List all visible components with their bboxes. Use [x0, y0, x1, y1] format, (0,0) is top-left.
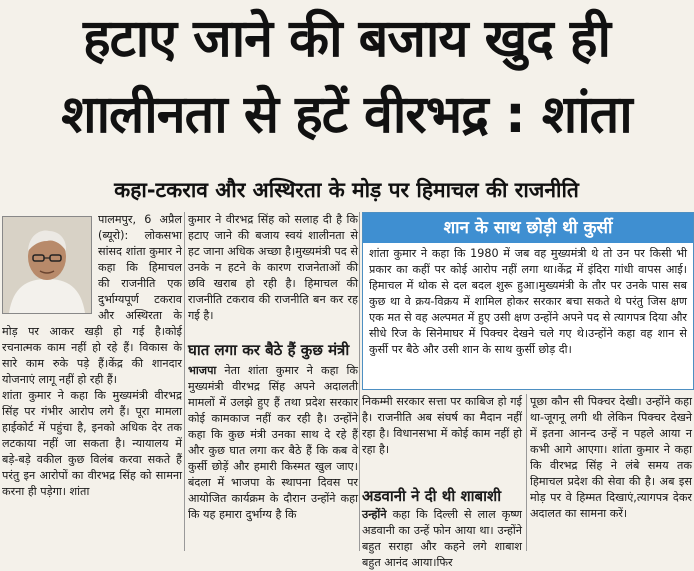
headline-line-2: शालीनता से हटें वीरभद्र : शांता: [61, 85, 632, 145]
column-3-text-a: निकम्मी सरकार सत्ता पर काबिज हो गई है। राजनीति अब संघर्ष का मैदान नहीं रहा है। विधानसभा में कोई काम नहीं हो रहा है।: [362, 395, 522, 456]
lead-word-unhone: उन्होंने: [362, 508, 387, 521]
article-column-2: [188, 212, 358, 342]
article-column-3: [362, 394, 522, 486]
column-3-text-b: कहा कि दिल्ली से लाल कृष्ण अडवानी का उन्हें फोन आया था। उन्होंने बहुत सराहा और कहने लगे शाबाश बहुत आनंद आया।फिर: [362, 508, 522, 569]
sub-headline: कहा-टकराव और अस्थिरता के मोड़ पर हिमाचल की राजनीति: [114, 178, 579, 202]
column-divider: [359, 212, 360, 551]
article-column-2-continued: [188, 363, 358, 551]
column-1-text-a: पालमपुर, 6 अप्रैल (ब्यूरो): लोकसभा सांसद शांता कुमार ने कहा कि हिमाचल की राजनीति एक दुर्भाग्यपूर्ण टकराव और अस्थिरता के मोड़ पर आकर खड़ी हो गई है।कोई रचनात्मक काम नहीं हो रहे हैं। विकास के सारे काम रुके पड़े हैं।केंद्र की शानदार योजनाएं लागू नहीं हो रही हैं।: [2, 213, 182, 386]
sidebar-box: [362, 212, 694, 390]
column-2-text-b: नेता शांता कुमार ने कहा कि मुख्यमंत्री वीरभद्र सिंह अपने अदालती मामलों में उलझे हुए हैं तथा प्रदेश सरकार कोई कामकाज नहीं कर रही है। उन्होंने कहा कि कुछ मंत्री उनका साथ दे रहे हैं और कुछ घात लगा कर बैठे हैं कि कब वे कुर्सी छोड़ें और हमारी किस्मत खुल जाए। बंदला में भाजपा के स्थापना दिवस पर आयोजित कार्यक्रम के दौरान उन्होंने कहा कि यह हमारा दुर्भाग्य है कि: [188, 364, 358, 521]
article-column-4: [530, 394, 692, 551]
column-1-text-b: शांता कुमार ने कहा कि मुख्यमंत्री वीरभद्र सिंह पर गंभीर आरोप लगे हैं। पूरा मामला हाईकोर्ट में पहुंचा है, इनको अधिक देर तक लटकाया नहीं जा सकता है। न्यायालय में बड़े-बड़े वकील कुछ विलंब करवा सकते हैं परंतु इन आरोपों का वीरभद्र सिंह को सामना करना ही पड़ेगा। शांता: [2, 389, 182, 498]
column-2-text-a: कुमार ने वीरभद्र सिंह को सलाह दी है कि हटाए जाने की बजाय स्वयं शालीनता से हट जाना अधिक अच्छा है।मुख्यमंत्री पद से उनके न हटने के कारण राजनेताओं की छवि खराब हो रही है। हिमाचल की राजनीति टकराव की राजनीति बन कर रह गई है।: [188, 213, 358, 322]
article-column-3-continued: [362, 507, 522, 569]
column-divider: [184, 212, 185, 551]
author-photo: [2, 216, 92, 314]
section-heading-advani: अडवानी ने दी थी शाबाशी: [362, 487, 502, 505]
column-divider: [526, 394, 527, 551]
column-4-text: पूछा कौन सी पिक्चर देखी। उन्होंने कहा था-जूगनू लगी थी लेकिन पिक्चर देखने में इतना आनन्द उन्हें न पहले आया न कभी आगे आएगा। शांता कुमार ने कहा कि वीरभद्र सिंह ने लंबे समय तक हिमाचल प्रदेश की सेवा की है। अब इस मोड़ पर वे हिम्मत दिखाएं,त्यागपत्र देकर अदालत का सामना करें।: [530, 395, 692, 520]
sidebar-box-text: शांता कुमार ने कहा कि 1980 में जब वह मुख्यमंत्री थे तो उन पर किसी भी प्रकार का कहीं पर कोई आरोप नहीं लगा था।केंद्र में इंदिरा गांधी वापस आई। हिमाचल में थोक से दल बदल शुरू हुआ।मुख्यमंत्री के तौर पर उनके पास सब कुछ था वे क्रय-विक्रय में शामिल होकर सरकार बचा सकते थे परंतु जिस क्षण एक मत से वह अल्पमत में हुए उसी क्षण उन्होंने अपने पद से त्यागपत्र दिया और सीधे रिज के सिनेमाघर में पिक्चर देखने चले गए थे।उन्होंने कहा वह शान से कुर्सी पर बैठे और उसी शान के साथ कुर्सी छोड़ दी।: [369, 247, 687, 356]
portrait-image: [3, 217, 91, 313]
lead-word-bjp: भाजपा: [188, 364, 217, 377]
article-column-1: [2, 212, 182, 551]
section-heading-ministers: घात लगा कर बैठे हैं कुछ मंत्री: [188, 341, 350, 359]
sidebar-box-title: शान के साथ छोड़ी थी कुर्सी: [363, 213, 693, 243]
headline-line-1: हटाए जाने की बजाय खुद ही: [82, 9, 610, 69]
